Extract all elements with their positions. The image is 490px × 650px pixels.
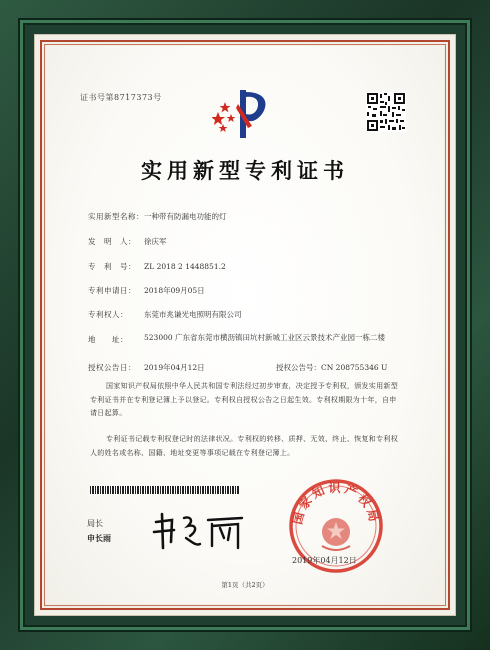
field-address-label bbox=[88, 334, 144, 345]
director-name: 申长雨 bbox=[87, 534, 111, 543]
seal-date: 2019年04月12日 bbox=[292, 556, 357, 565]
certificate-number: 证书号第8717373号 bbox=[80, 93, 162, 102]
field-label: 地 址： bbox=[88, 335, 128, 344]
certificate-title: 实用新型专利证书 bbox=[141, 158, 349, 183]
field-value: 东莞市兆谦光电照明有限公司 bbox=[144, 310, 242, 319]
page-footer: 第1页（共2页） bbox=[221, 581, 269, 589]
field-patent-number bbox=[88, 261, 226, 272]
field-value: CN 208755346 U bbox=[321, 363, 388, 372]
field-application-date bbox=[88, 285, 205, 296]
seal-text: 国家知识产权局 bbox=[290, 480, 382, 526]
field-label: 授权公告号： bbox=[276, 363, 321, 372]
patent-office-logo-icon bbox=[212, 84, 274, 144]
field-address-value: 523000 广东省东莞市横沥镇田坑村新城工业区云景技术产业园一栋二楼 bbox=[144, 333, 386, 342]
field-label: 实用新型名称： bbox=[88, 212, 144, 221]
field-value: 一种带有防漏电功能的灯 bbox=[144, 212, 227, 221]
field-value: 2019年04月12日 bbox=[144, 363, 205, 372]
field-value: ZL 2018 2 1448851.2 bbox=[144, 262, 226, 271]
qr-code-icon bbox=[366, 92, 406, 132]
field-label: 专 利 号： bbox=[88, 262, 136, 271]
field-grant-date bbox=[88, 362, 205, 373]
field-label: 发 明 人： bbox=[88, 237, 136, 246]
field-label: 专利权人： bbox=[88, 310, 128, 319]
field-publication-number bbox=[276, 362, 387, 373]
field-value: 2018年09月05日 bbox=[144, 286, 205, 295]
certificate-paragraph: 专利证书记载专利权登记时的法律状况。专利权的转移、质押、无效、终止、恢复和专利权人的姓名或名称、国籍、地址变更等事项记载在专利登记簿上。 bbox=[90, 435, 398, 457]
director-title: 局长 bbox=[87, 519, 103, 528]
barcode-icon bbox=[90, 486, 240, 494]
field-label: 专利申请日： bbox=[88, 286, 136, 295]
certificate-paragraph: 国家知识产权局依照中华人民共和国专利法经过初步审查，决定授予专利权，颁发实用新型专利证书并在专利登记簿上予以登记。专利权自授权公告之日起生效。专利权期限为十年，自申请日起算。 bbox=[90, 382, 398, 417]
field-utility-model-name bbox=[88, 211, 227, 222]
director-signature-icon bbox=[150, 508, 250, 552]
field-label: 授权公告日： bbox=[88, 363, 136, 372]
field-patentee bbox=[88, 309, 242, 320]
field-inventor bbox=[88, 236, 167, 247]
field-value: 徐庆军 bbox=[144, 237, 167, 246]
